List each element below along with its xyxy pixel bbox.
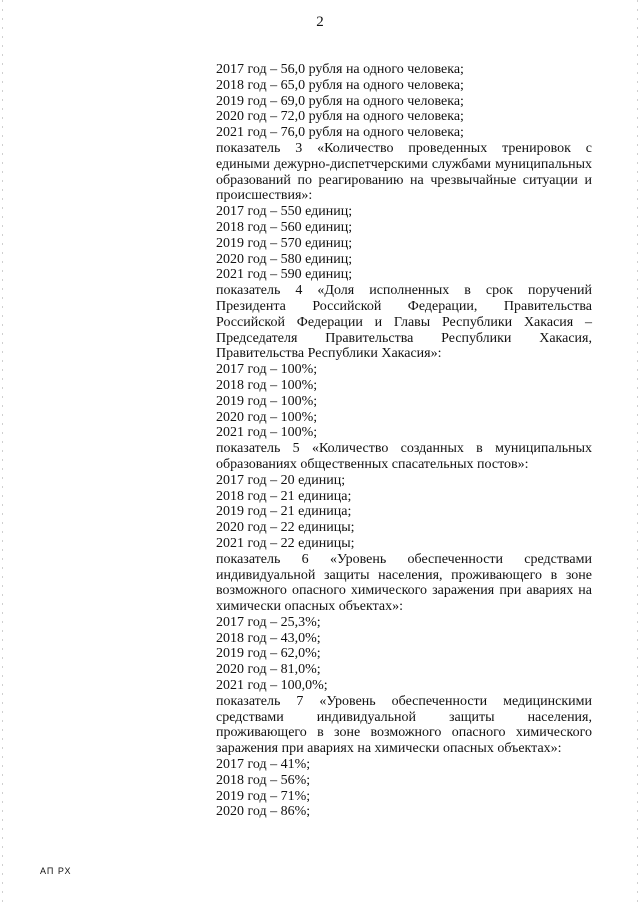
indicator-value-line: 2019 год – 62,0%; — [216, 646, 321, 662]
document-body — [216, 62, 592, 820]
indicator-value-line: 2018 год – 21 единица; — [216, 488, 352, 504]
indicator-value-line: 2020 год – 22 единицы; — [216, 520, 355, 536]
indicator-heading: показатель 4 «Доля исполненных в срок поручений Президента Российской Федерации, Правительства Российской Федерации и Главы Республики Хакасия – Председателя Правительства Республики Хакасия, Правительства Республики Хакасия»: — [216, 283, 592, 362]
indicator-value-line: 2021 год – 590 единиц; — [216, 267, 353, 283]
indicator-value-line: 2017 год – 56,0 рубля на одного человека; — [216, 62, 464, 77]
indicator-value-line: 2020 год – 580 единиц; — [216, 251, 353, 267]
indicator-value-line: 2021 год – 100%; — [216, 425, 318, 441]
indicator-value-line: 2018 год – 56%; — [216, 772, 311, 788]
indicator-heading: показатель 5 «Количество созданных в муниципальных образованиях общественных спасательных постов»: — [216, 441, 592, 472]
indicator-value-line: 2018 год – 100%; — [216, 377, 318, 393]
indicator-value-line: 2020 год – 72,0 рубля на одного человека; — [216, 109, 464, 125]
indicator-value-line: 2019 год – 69,0 рубля на одного человека; — [216, 93, 464, 109]
indicator-heading: показатель 7 «Уровень обеспеченности медицинскими средствами индивидуальной защиты населения, проживающего в зоне возможного опасного химического заражения при авариях на химически опасных объектах»: — [216, 693, 592, 757]
indicator-value-line: 2021 год – 22 единицы; — [216, 535, 355, 551]
indicator-value-line: 2018 год – 43,0%; — [216, 630, 321, 646]
indicator-value-line: 2021 год – 100,0%; — [216, 678, 328, 694]
footer-stamp: АП РХ — [40, 866, 72, 876]
indicator-value-line: 2017 год – 20 единиц; — [216, 472, 346, 488]
page-number: 2 — [316, 14, 324, 30]
indicator-value-line: 2019 год – 21 единица; — [216, 504, 352, 520]
scan-edge-left — [2, 0, 3, 905]
indicator-value-line: 2020 год – 86%; — [216, 804, 311, 820]
indicator-value-line: 2019 год – 570 единиц; — [216, 235, 353, 251]
indicator-value-line: 2017 год – 41%; — [216, 757, 311, 773]
indicator-value-line: 2019 год – 100%; — [216, 393, 318, 409]
indicator-value-line: 2017 год – 100%; — [216, 362, 318, 378]
indicator-value-line: 2017 год – 550 единиц; — [216, 204, 353, 220]
indicator-value-line: 2018 год – 65,0 рубля на одного человека; — [216, 77, 464, 93]
indicator-value-line: 2021 год – 76,0 рубля на одного человека; — [216, 125, 464, 141]
indicator-value-line: 2020 год – 100%; — [216, 409, 318, 425]
indicator-value-line: 2017 год – 25,3%; — [216, 614, 321, 630]
indicator-value-line: 2019 год – 71%; — [216, 788, 311, 804]
indicator-value-line: 2018 год – 560 единиц; — [216, 219, 353, 235]
indicator-heading: показатель 3 «Количество проведенных тренировок с едиными дежурно-диспетчерскими службами муниципальных образований по реагированию на чрезвычайные ситуации и происшествия»: — [216, 140, 592, 204]
scan-edge-right — [637, 0, 638, 905]
indicator-heading: показатель 6 «Уровень обеспеченности средствами индивидуальной защиты населения, проживающего в зоне возможного опасного химического заражения при авариях на химически опасных объектах»: — [216, 551, 592, 615]
indicator-value-line: 2020 год – 81,0%; — [216, 662, 321, 678]
